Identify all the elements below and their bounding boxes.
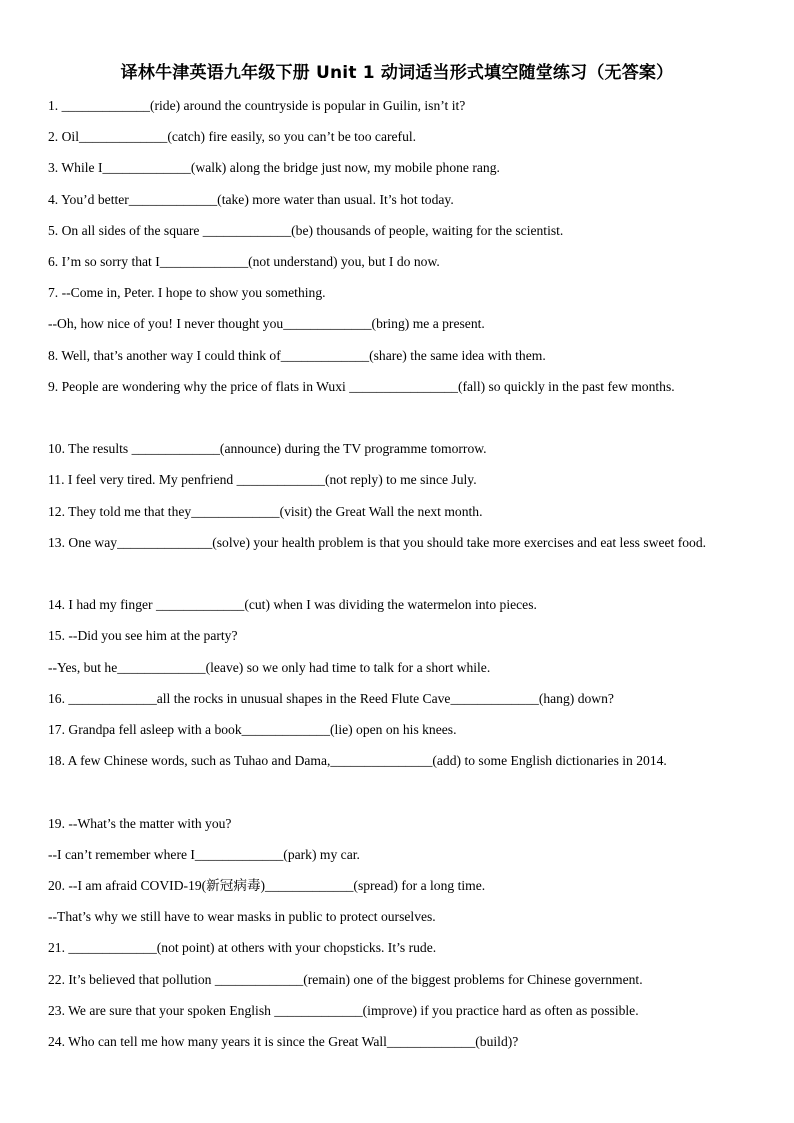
question-6: 6. I’m so sorry that I_____________(not understand) you, but I do now. (48, 254, 440, 269)
question-1: 1. _____________(ride) around the countryside is popular in Guilin, isn’t it? (48, 98, 466, 113)
question-12: 12. They told me that they_____________(visit) the Great Wall the next month. (48, 504, 483, 519)
question-19-reply: --I can’t remember where I_____________(park) my car. (48, 847, 360, 862)
question-5: 5. On all sides of the square _____________(be) thousands of people, waiting for the scientist. (48, 223, 564, 238)
question-17: 17. Grandpa fell asleep with a book_____________(lie) open on his knees. (48, 722, 457, 737)
question-7: 7. --Come in, Peter. I hope to show you something. (48, 285, 326, 300)
question-20-reply: --That’s why we still have to wear masks in public to protect ourselves. (48, 909, 436, 924)
question-15-reply: --Yes, but he_____________(leave) so we only had time to talk for a short while. (48, 660, 491, 675)
question-3: 3. While I_____________(walk) along the bridge just now, my mobile phone rang. (48, 160, 500, 175)
question-13: 13. One way______________(solve) your health problem is that you should take more exercises and eat less sweet food. (48, 535, 707, 550)
question-16: 16. _____________all the rocks in unusual shapes in the Reed Flute Cave_____________(hang) down? (48, 691, 614, 706)
question-10: 10. The results _____________(announce) during the TV programme tomorrow. (48, 441, 487, 456)
question-24: 24. Who can tell me how many years it is since the Great Wall_____________(build)? (48, 1034, 519, 1049)
question-2: 2. Oil_____________(catch) fire easily, so you can’t be too careful. (48, 129, 417, 144)
question-7-reply: --Oh, how nice of you! I never thought you_____________(bring) me a present. (48, 316, 485, 331)
question-15: 15. --Did you see him at the party? (48, 628, 238, 643)
question-23: 23. We are sure that your spoken English _____________(improve) if you practice hard as often as possible. (48, 1003, 639, 1018)
question-8: 8. Well, that’s another way I could think of_____________(share) the same idea with them. (48, 348, 546, 363)
question-4: 4. You’d better_____________(take) more water than usual. It’s hot today. (48, 192, 454, 207)
question-22: 22. It’s believed that pollution _____________(remain) one of the biggest problems for Chinese government. (48, 972, 643, 987)
question-14: 14. I had my finger _____________(cut) when I was dividing the watermelon into pieces. (48, 597, 537, 612)
question-9: 9. People are wondering why the price of flats in Wuxi ________________(fall) so quickly in the past few months. (48, 379, 675, 394)
question-11: 11. I feel very tired. My penfriend _____________(not reply) to me since July. (48, 472, 477, 487)
question-18: 18. A few Chinese words, such as Tuhao and Dama,_______________(add) to some English dictionaries in 2014. (48, 753, 667, 768)
question-21: 21. _____________(not point) at others with your chopsticks. It’s rude. (48, 940, 437, 955)
question-19: 19. --What’s the matter with you? (48, 816, 232, 831)
page-title: 译林牛津英语九年级下册 Unit 1 动词适当形式填空随堂练习（无答案） (120, 63, 674, 83)
question-20: 20. --I am afraid COVID-19(新冠病毒)_____________(spread) for a long time. (48, 878, 486, 893)
